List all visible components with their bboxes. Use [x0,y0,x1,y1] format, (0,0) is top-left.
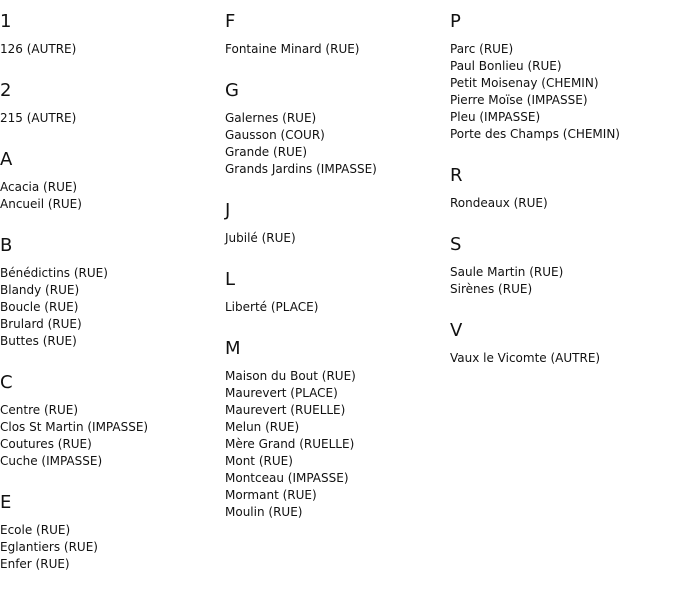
street-link[interactable]: Jubilé (RUE) [225,231,296,245]
street-link[interactable]: Ancueil (RUE) [0,197,82,211]
street-list [450,350,675,367]
street-link[interactable]: Parc (RUE) [450,42,514,56]
street-link[interactable]: Paul Bonlieu (RUE) [450,59,562,73]
letter-heading: B [0,235,13,256]
letter-heading: M [225,338,241,359]
street-link[interactable]: Saule Martin (RUE) [450,265,564,279]
street-link[interactable]: Rondeaux (RUE) [450,196,548,210]
letter-heading: V [450,320,463,341]
street-list [0,265,225,350]
street-link[interactable]: Montceau (IMPASSE) [225,471,349,485]
street-link[interactable]: Brulard (RUE) [0,317,82,331]
street-link[interactable]: Maurevert (PLACE) [225,386,338,400]
letter-heading: G [225,80,239,101]
letter-heading: F [225,11,236,32]
letter-heading: S [450,234,462,255]
letter-group [0,235,225,350]
street-link[interactable]: Boucle (RUE) [0,300,79,314]
street-link[interactable]: Mont (RUE) [225,454,293,468]
letter-group [450,234,675,298]
street-link[interactable]: Maurevert (RUELLE) [225,403,346,417]
letter-heading: A [0,149,13,170]
street-list [0,41,225,58]
street-link[interactable]: Liberté (PLACE) [225,300,319,314]
letter-group [0,492,225,573]
letter-heading: 2 [0,80,12,101]
street-link[interactable]: Buttes (RUE) [0,334,77,348]
street-link[interactable]: Eglantiers (RUE) [0,540,98,554]
street-link[interactable]: 126 (AUTRE) [0,42,77,56]
street-link[interactable]: Vaux le Vicomte (AUTRE) [450,351,601,365]
street-link[interactable]: Cuche (IMPASSE) [0,454,103,468]
street-link[interactable]: Enfer (RUE) [0,557,70,571]
street-list [225,41,450,58]
street-link[interactable]: Moulin (RUE) [225,505,303,519]
street-list [450,195,675,212]
street-link[interactable]: Porte des Champs (CHEMIN) [450,127,620,141]
street-link[interactable]: Fontaine Minard (RUE) [225,42,360,56]
letter-heading: L [225,269,236,290]
street-link[interactable]: Bénédictins (RUE) [0,266,108,280]
street-link[interactable]: Galernes (RUE) [225,111,317,125]
index-column [450,0,675,389]
street-list [450,264,675,298]
letter-group [0,149,225,213]
street-link[interactable]: Maison du Bout (RUE) [225,369,356,383]
letter-group [0,80,225,127]
letter-group [225,269,450,316]
street-link[interactable]: Grands Jardins (IMPASSE) [225,162,377,176]
letter-group [0,372,225,470]
letter-group [225,338,450,521]
letter-heading: P [450,11,461,32]
letter-group [225,80,450,178]
street-link[interactable]: Gausson (COUR) [225,128,325,142]
letter-heading: R [450,165,463,186]
letter-group [450,320,675,367]
street-link[interactable]: Sirènes (RUE) [450,282,533,296]
street-list [0,522,225,573]
street-list [225,230,450,247]
street-list [450,41,675,143]
street-link[interactable]: Ecole (RUE) [0,523,71,537]
street-list [0,179,225,213]
letter-group [450,165,675,212]
street-list [225,110,450,178]
street-link[interactable]: Petit Moisenay (CHEMIN) [450,76,599,90]
street-list [0,110,225,127]
street-link[interactable]: Clos St Martin (IMPASSE) [0,420,149,434]
street-link[interactable]: 215 (AUTRE) [0,111,77,125]
street-link[interactable]: Centre (RUE) [0,403,79,417]
index-column [225,0,450,543]
street-link[interactable]: Mère Grand (RUELLE) [225,437,355,451]
letter-heading: 1 [0,11,12,32]
letter-heading: J [225,200,231,221]
letter-group [225,200,450,247]
street-list [225,299,450,316]
street-link[interactable]: Mormant (RUE) [225,488,317,502]
street-link[interactable]: Pierre Moïse (IMPASSE) [450,93,588,107]
street-list [225,368,450,521]
index-column [0,0,225,595]
letter-group [450,11,675,143]
street-link[interactable]: Pleu (IMPASSE) [450,110,541,124]
street-link[interactable]: Melun (RUE) [225,420,300,434]
street-list [0,402,225,470]
street-link[interactable]: Coutures (RUE) [0,437,92,451]
letter-group [0,11,225,58]
letter-group [225,11,450,58]
letter-heading: C [0,372,13,393]
street-link[interactable]: Acacia (RUE) [0,180,78,194]
street-link[interactable]: Blandy (RUE) [0,283,80,297]
street-link[interactable]: Grande (RUE) [225,145,308,159]
letter-heading: E [0,492,12,513]
